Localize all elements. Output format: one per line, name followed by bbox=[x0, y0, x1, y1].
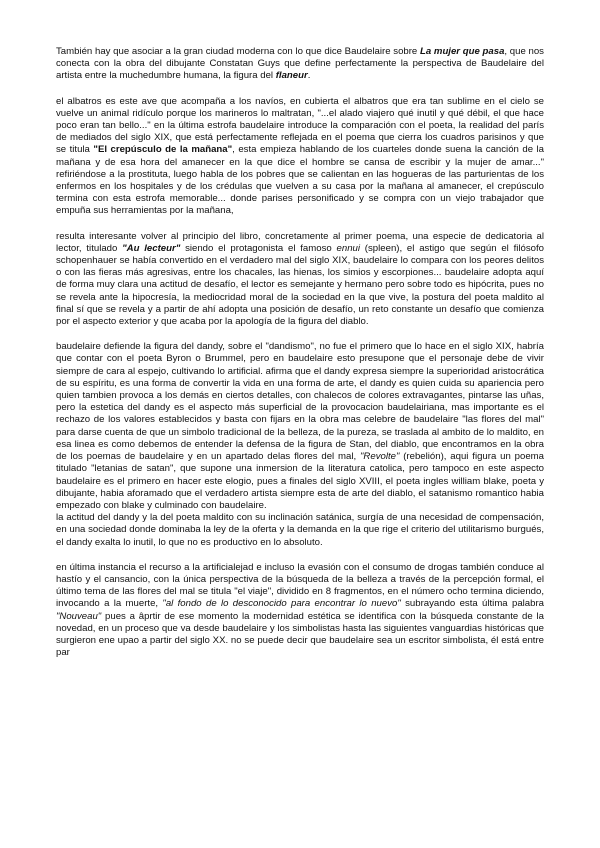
term-flaneur: flaneur bbox=[275, 70, 308, 82]
paragraph-4-text-a: baudelaire defiende la figura del dandy, sobre el "dandismo", no fue el primero que lo hace en el siglo XIX, habría que contar con el poeta Byron o Brummel, pero en baudelaire esto presupone que el personaje debe de vivir siempre de cara al espejo, cultivando lo artificial. afirma que el dandy expresa siempre la superioridad aristocrática de su espíritu, es una forma de convertir la vida en una forma de arte, el dandy es quien cuida su apariencia pero quien tambien provoca a los demás en ciertos detalles, con chalecos de colores extravagantes, pintarse las uñas, pero la estetica del dandy es el aspecto más superficial de la provocacion baudelairiana, mas importante es el rechazo de los valores establecidos y basta con fijars en la obra mas celebre de baudelaire "las flores del mal" para darse cuenta de que un simbolo tradicional de la belleza, de la pureza, se traslada al ambito de lo maldito, en esa linea es como debemos de entender la defensa de la figura de Stan, del diablo, que encontramos en la obra de los poemas de baudelaire y en un apartado delas flores del mal, bbox=[56, 341, 544, 463]
paragraph-2 bbox=[56, 96, 544, 218]
quote-al-fondo: "al fondo de lo desconocido para encontrar lo nuevo" bbox=[162, 598, 401, 610]
section-title-revolte: "Revolte" bbox=[360, 451, 400, 463]
paragraph-1-text-b: , que nos conecta con la obra del dibujante Constatan Guys que define perfectamente la perspectiva de Baudelaire del artista entre la muchedumbre humana, la figura del bbox=[56, 46, 544, 82]
paragraph-1-text-c: . bbox=[307, 70, 311, 82]
paragraph-6-text-b: subrayando esta última palabra bbox=[400, 598, 544, 610]
paragraph-6-text-c: pues a âprtir de ese momento la modernidad estética se identifica con la búsqueda constante de la novedad, en un proceso que va desde baudelaire y los simbolistas hasta las siguientes vanguardias históricas que surgieron ene upao a partir del siglo XX. no se puede decir que baudelaire sea un escritor simbolista, él está entre par bbox=[56, 610, 544, 659]
paragraph-4-text-b: (rebelión), aqui figura un poema titulado "letanias de satan", que supone una inmersion de la literatura catolica, pero tampoco en este aspecto baudelaire es el primero en hacer este elogio, pues a finales del siglo XVIII, el poeta ingles william blake, poeta y dibujante, habia aforamado que el verdadero artista siempre esta de arte del diablo, el satanismo romantico habia empezado con blake y culminado con baudelaire. bbox=[56, 451, 544, 511]
term-nouveau: "Nouveau" bbox=[56, 610, 102, 622]
paragraph-1 bbox=[56, 46, 544, 83]
paragraph-5: la actitud del dandy y la del poeta maldito con su inclinación satánica, surgía de una necesidad de compensación, en una sociedad donde dominaba la ley de la oferta y la demanda en la que rige el criterio del utilitarismo burgués, el dandy exalta lo inutil, lo que no es productivo en lo absoluto. bbox=[56, 512, 544, 548]
paragraph-2-text-a: el albatros es este ave que acompaña a los navíos, en cubierta el albatros que era tan sublime en el cielo se vuelve un animal ridículo porque los marineros lo maltratan, "...el alado viajero qué inutil y qué débil, el que hace poco eran tan bello..." en la última estrofa baudelaire introduce la comparación con el poeta, la realidad del parís de mediados del siglo XIX, que está perfectamente reflejada en el poema que cierra los cuadros parisinos y que se titula bbox=[56, 95, 544, 156]
document-page bbox=[56, 46, 544, 672]
term-ennui: ennui bbox=[336, 242, 361, 254]
poem-title-crepusculo: "El crepúsculo de la mañana" bbox=[93, 144, 233, 156]
paragraph-1-text-a: También hay que asociar a la gran ciudad moderna con lo que dice Baudelaire sobre bbox=[56, 46, 420, 57]
paragraph-2-text-b: , esta empieza hablando de los cuarteles donde suena la canción de la mañana y de esa hora del amanecer en la que dice el hombre se cansa de escribir y la mujer de amar..." refiriéndose a la prostituta, luego habla de los pobres que se calientan en las hogueras de las parturientas de los enfermos en los hospitales y de los crédulas que vuelven a su casa por la mañana al amanecer, el crepúsculo termina con esta estrofa memorable... donde parises personificado y se compra con un viejo trabajador que empuña sus herramientas por la mañana, bbox=[56, 144, 544, 217]
poem-title-la-mujer-que-pasa: La mujer que pasa bbox=[420, 46, 505, 57]
paragraph-3-text-b: siendo el protagonista el famoso bbox=[180, 242, 337, 254]
paragraph-6-text-a: en última instancia el recurso a la artificialejad e incluso la evasión con el consumo de drogas también conduce al hastío y el cansancio, con la única perspectiva de la búsqueda de la belleza a través de la percepción formal, el último tema de las flores del mal se titula "el viaje", dividido en 8 fragmentos, en el número ocho termina diciendo, invocando a la muerte, bbox=[56, 561, 544, 610]
paragraph-6 bbox=[56, 562, 544, 660]
paragraph-3-text-a: resulta interesante volver al principio del libro, concretamente al primer poema, una especie de dedicatoria al lector, titulado bbox=[56, 230, 544, 254]
paragraph-4 bbox=[56, 341, 544, 512]
poem-title-au-lecteur: "Au lecteur" bbox=[122, 242, 181, 254]
paragraph-3 bbox=[56, 231, 544, 329]
paragraph-3-text-c: (spleen), el astigo que según el filósofo schopenhauer se había convertido en el verdadero mal del siglo XIX, baudelaire lo compara con los peores delitos o con las fieras más agresivas, entre los chacales, las hienas, los simios y escorpiones... baudelaire adopta aquí de forma muy clara una actitud de desafío, el lector es semejante y hermano pero sobre todo es hipócrita, pues no se revela ante la hipocresía, la mediocridad moral de la sociedad en la que vive, la postura del poeta maldito al final sí que se revela y a partir de ahí adopta una posición de desafío, un reto constante un desafío que comienza por el aspecto exterior y que acaba por la apología de la figura del diablo. bbox=[56, 242, 544, 328]
